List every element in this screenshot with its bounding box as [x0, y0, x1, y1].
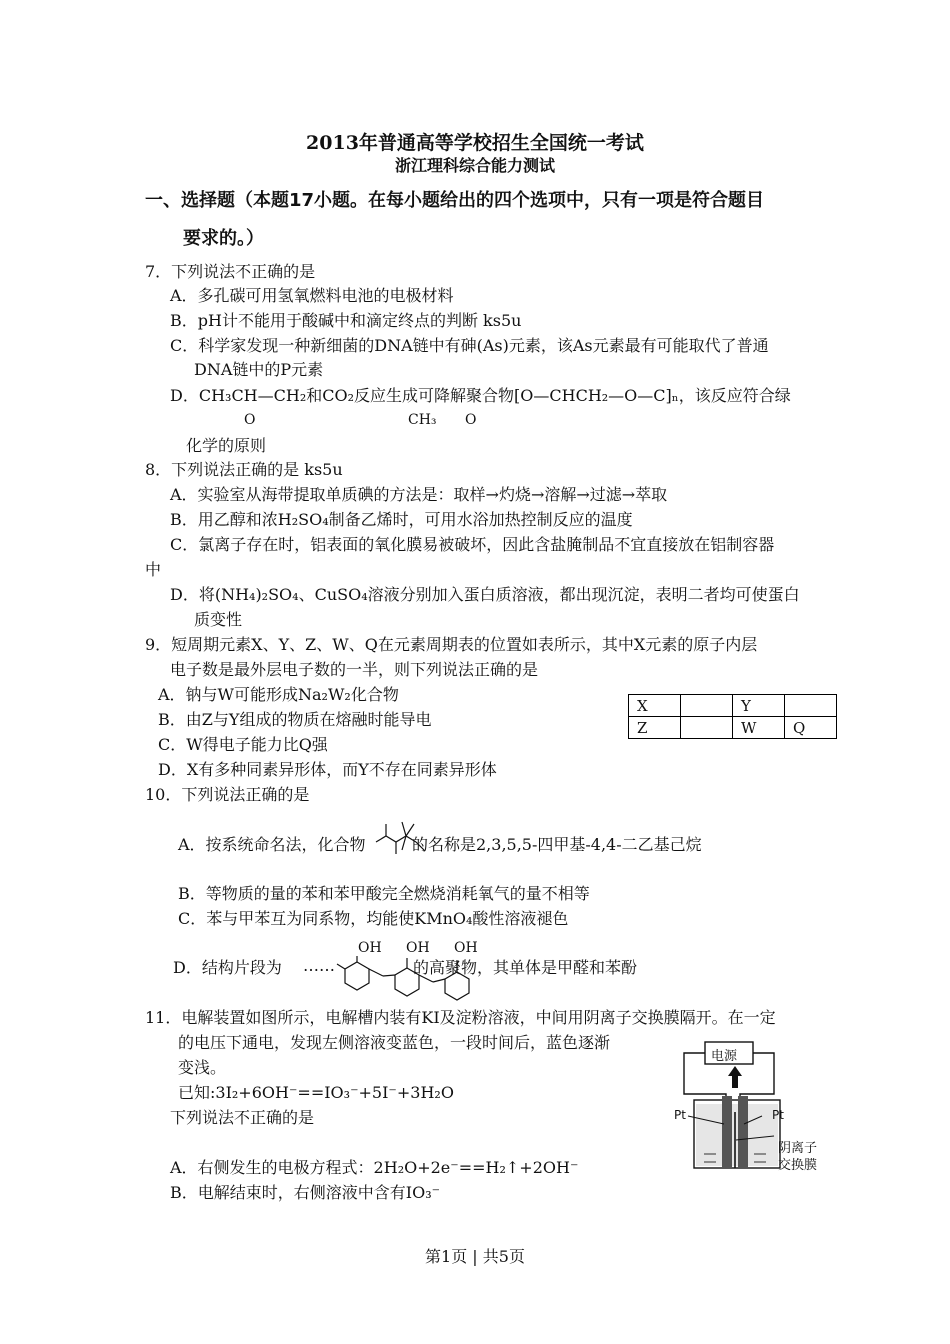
table-cell: X: [629, 695, 681, 717]
q7-option-d-line1: D．CH₃CH—CH₂和CO₂反应生成可降解聚合物[O—CHCH₂—O—C]ₙ，该反应符合绿: [170, 386, 791, 405]
q8-option-c-line1: C．氯离子存在时，铝表面的氧化膜易被破坏，因此含盐腌制品不宜直接放在铝制容器: [170, 535, 775, 554]
table-cell: W: [733, 717, 785, 739]
table-row: [629, 695, 837, 717]
electrode-right-label: Pt: [772, 1108, 784, 1122]
q7-epoxide-o: O: [244, 412, 256, 428]
power-supply-label: 电源: [711, 1049, 738, 1064]
q10-option-b: B．等物质的量的苯和苯甲酸完全燃烧消耗氧气的量不相等: [178, 884, 590, 903]
q9-stem-line1: 9．短周期元素X、Y、Z、W、Q在元素周期表的位置如表所示，其中X元素的原子内层: [145, 635, 758, 654]
q7-methyl-label: CH₃: [408, 412, 437, 428]
q11-option-a: A．右侧发生的电极方程式：2H₂O+2e⁻==H₂↑+2OH⁻: [170, 1158, 579, 1177]
q10-oh-label: OH: [406, 940, 430, 956]
exam-subtitle: 浙江理科综合能力测试: [394, 156, 555, 175]
q9-option-d: D．X有多种同素异形体，而Y不存在同素异形体: [158, 760, 497, 779]
q10-oh-label: OH: [358, 940, 382, 956]
q8-option-d-line1: D．将(NH₄)₂SO₄、CuSO₄溶液分别加入蛋白质溶液，都出现沉淀，表明二者均可使蛋白: [170, 585, 800, 604]
q8-option-c-line2: 中: [145, 560, 162, 579]
q7-option-a: A．多孔碳可用氢氧燃料电池的电极材料: [170, 286, 454, 305]
q9-option-c: C．W得电子能力比Q强: [158, 735, 328, 754]
q11-option-b: B．电解结束时，右侧溶液中含有IO₃⁻: [170, 1183, 441, 1202]
q7-carbonyl-o: O: [465, 412, 477, 428]
q10-option-d-suffix: 的高聚物，其单体是甲醛和苯酚: [413, 958, 638, 977]
q11-stem-line1: 11．电解装置如图所示，电解槽内装有KI及淀粉溶液，中间用阴离子交换膜隔开。在一定: [145, 1008, 776, 1027]
q7-option-b: B．pH计不能用于酸碱中和滴定终点的判断 ks5u: [170, 311, 522, 330]
membrane-label-line2: 交换膜: [778, 1158, 818, 1173]
q7-stem: 7．下列说法不正确的是: [145, 262, 316, 281]
exam-title: 2013年普通高等学校招生全国统一考试: [306, 132, 644, 154]
table-cell: [681, 717, 733, 739]
q11-known-equation: 已知:3I₂+6OH⁻==IO₃⁻+5I⁻+3H₂O: [178, 1083, 454, 1102]
table-cell: [681, 695, 733, 717]
table-cell: Q: [785, 717, 837, 739]
q7-option-c-line2: DNA链中的P元素: [194, 360, 324, 379]
section-heading-line1: 一、选择题（本题17小题。在每小题给出的四个选项中，只有一项是符合题目: [145, 190, 765, 211]
periodic-table-fragment: [628, 694, 837, 739]
section-heading-line2: 要求的。）: [183, 228, 264, 249]
table-cell: Y: [733, 695, 785, 717]
q10-oh-label: OH: [454, 940, 478, 956]
q10-option-a-prefix: A．按系统命名法，化合物: [178, 835, 366, 854]
q10-option-d-prefix: D．结构片段为: [173, 958, 282, 977]
q7-option-d-line2: 化学的原则: [186, 436, 267, 455]
membrane-label-line1: 阴离子: [778, 1141, 818, 1156]
q8-option-d-line2: 质变性: [194, 610, 243, 629]
q11-stem-line3: 变浅。: [178, 1058, 227, 1077]
q9-stem-line2: 电子数是最外层电子数的一半，则下列说法正确的是: [170, 660, 539, 679]
q8-option-a: A．实验室从海带提取单质碘的方法是：取样→灼烧→溶解→过滤→萃取: [170, 485, 668, 504]
q10-option-a-suffix: 的名称是2,3,5,5-四甲基-4,4-二乙基己烷: [412, 835, 702, 854]
q11-stem-line2: 的电压下通电，发现左侧溶液变蓝色，一段时间后，蓝色逐渐: [178, 1033, 611, 1052]
electrode-left-label: Pt: [674, 1108, 686, 1122]
q9-option-a: A．钠与W可能形成Na₂W₂化合物: [158, 685, 399, 704]
q11-ask: 下列说法不正确的是: [170, 1108, 315, 1127]
q10-option-c: C．苯与甲苯互为同系物，均能使KMnO₄酸性溶液褪色: [178, 909, 569, 928]
q10-stem: 10．下列说法正确的是: [145, 785, 310, 804]
q10-dots-left: ……: [303, 956, 335, 975]
q8-option-b: B．用乙醇和浓H₂SO₄制备乙烯时，可用水浴加热控制反应的温度: [170, 510, 633, 529]
q7-option-c-line1: C．科学家发现一种新细菌的DNA链中有砷(As)元素，该As元素最有可能取代了普通: [170, 336, 769, 355]
table-cell: Z: [629, 717, 681, 739]
q9-option-b: B．由Z与Y组成的物质在熔融时能导电: [158, 710, 432, 729]
q8-stem: 8．下列说法正确的是 ks5u: [145, 460, 343, 479]
table-row: [629, 717, 837, 739]
page-footer: 第1页 | 共5页: [425, 1247, 525, 1266]
table-cell: [785, 695, 837, 717]
